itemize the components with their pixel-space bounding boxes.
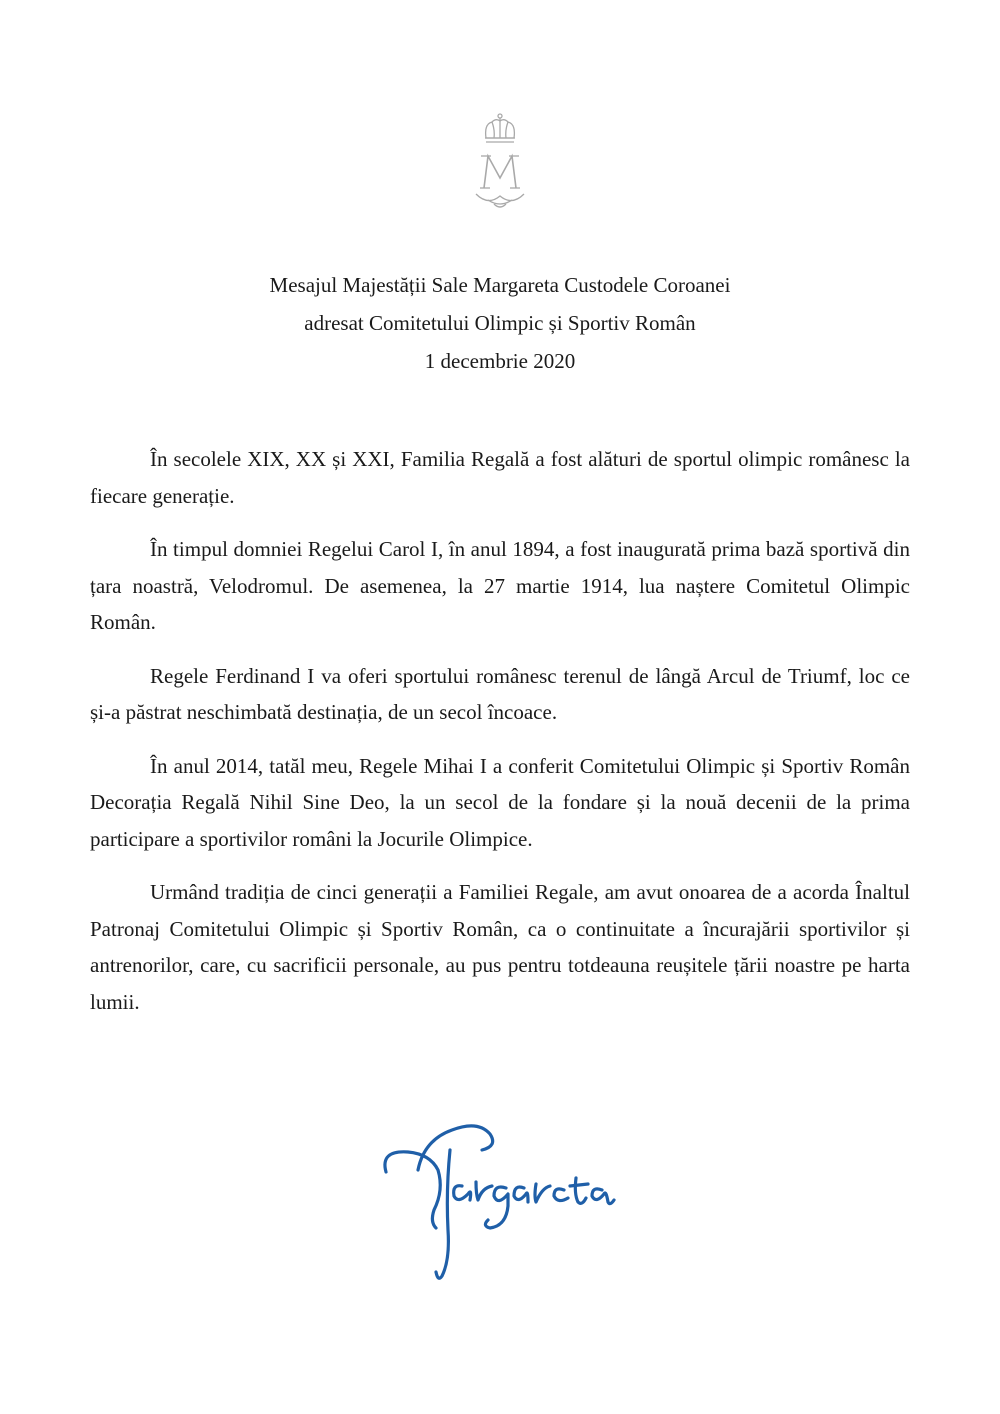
letter-body: [90, 441, 910, 1037]
paragraph-2: În timpul domniei Regelui Carol I, în anul 1894, a fost inaugurată prima bază sportivă din țara noastră, Velodromul. De asemenea, la 27 martie 1914, lua naștere Comitetul Olimpic Român.: [90, 537, 910, 634]
paragraph-5: Urmând tradiția de cinci generații a Familiei Regale, am avut onoarea de a acorda Înaltul Patronaj Comitetului Olimpic și Sportiv Român, ca o continuitate a încurajării sportivilor și antrenorilor, care, cu sacrificii personale, au pus pentru totdeauna reușitele țării noastre pe harta lumii.: [90, 880, 910, 1014]
royal-crown-monogram-icon: [462, 112, 538, 212]
paragraph-1: În secolele XIX, XX și XXI, Familia Regală a fost alături de sportul olimpic românesc la fiecare generație.: [90, 447, 910, 508]
paragraph-3: Regele Ferdinand I va oferi sportului românesc terenul de lângă Arcul de Triumf, loc ce și-a păstrat neschimbată destinația, de un secol încoace.: [90, 663, 910, 724]
heading-date: 1 decembrie 2020: [424, 349, 576, 373]
heading-title-line-1: Mesajul Majestății Sale Margareta Custodele Coroanei: [269, 273, 731, 297]
handwritten-signature: [378, 1110, 618, 1280]
paragraph-4: În anul 2014, tatăl meu, Regele Mihai I a conferit Comitetului Olimpic și Sportiv Român Decorația Regală Nihil Sine Deo, la un secol de la fondare și la nouă decenii de la prima participare a sportivilor români la Jocurile Olimpice.: [90, 753, 910, 851]
letter-heading: [0, 266, 1000, 380]
heading-title-line-2: adresat Comitetului Olimpic și Sportiv Român: [304, 311, 696, 335]
